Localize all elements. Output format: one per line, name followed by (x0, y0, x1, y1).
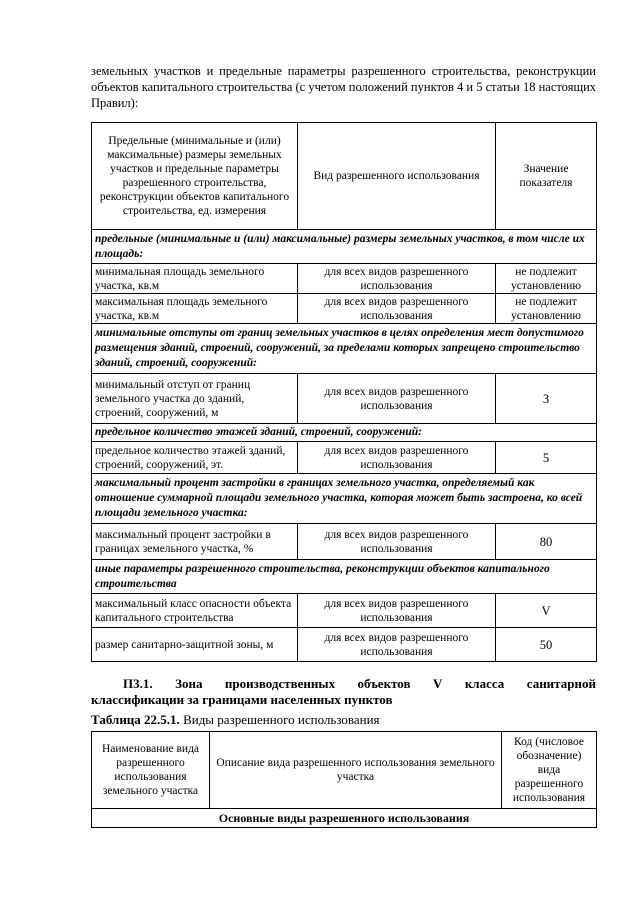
section-row (92, 424, 597, 442)
param-value: не подлежит установлению (496, 264, 597, 294)
section-title: минимальные отступы от границ земельных участков в целях определения мест допустимого размещения зданий, строений, сооружений, за пределами которых запрещено строительство зданий, строений, сооружений: (92, 324, 597, 374)
heading-number: П3.1. (123, 676, 153, 691)
heading-word: класса (464, 676, 505, 691)
section-title: предельные (минимальные и (или) максимальные) размеры земельных участков, в том числе их площадь: (92, 230, 597, 264)
heading-word: V (432, 676, 443, 691)
section-title: иные параметры разрешенного строительства, реконструкции объектов капитального строительства (92, 560, 597, 594)
section-row (92, 474, 597, 524)
caption-label: Таблица 22.5.1. (91, 712, 180, 727)
param-use: для всех видов разрешенного использования (298, 264, 496, 294)
table-row (92, 442, 597, 474)
section-row (92, 230, 597, 264)
header-cell-use: Вид разрешенного использования (298, 123, 496, 230)
param-name: минимальный отступ от границ земельного участка до зданий, строений, сооружений, м (92, 374, 298, 424)
section-heading (91, 676, 596, 708)
param-value: V (496, 594, 597, 628)
section-row (92, 324, 597, 374)
param-name: предельное количество этажей зданий, строений, сооружений, эт. (92, 442, 298, 474)
heading-word: Зона (175, 676, 203, 691)
param-name: максимальная площадь земельного участка, кв.м (92, 294, 298, 324)
param-value: не подлежит установлению (496, 294, 597, 324)
param-name: максимальный процент застройки в границах земельного участка, % (92, 524, 298, 560)
permitted-uses-table (91, 731, 597, 828)
header-cell-name: Наименование вида разрешенного использования земельного участка (92, 732, 210, 809)
heading-line-2: классификации за границами населенных пунктов (91, 692, 393, 707)
table-row (92, 374, 597, 424)
header-cell-code: Код (числовое обозначение) вида разрешенного использования (502, 732, 597, 809)
heading-word: санитарной (526, 676, 596, 691)
table-caption (91, 712, 596, 728)
section-row (92, 809, 597, 828)
table-row (92, 628, 597, 662)
table-row (92, 294, 597, 324)
param-name: максимальный класс опасности объекта капитального строительства (92, 594, 298, 628)
section-title: Основные виды разрешенного использования (92, 809, 597, 828)
param-name: минимальная площадь земельного участка, кв.м (92, 264, 298, 294)
heading-word: объектов (357, 676, 411, 691)
param-name: размер санитарно-защитной зоны, м (92, 628, 298, 662)
param-value: 5 (496, 442, 597, 474)
table-row (92, 524, 597, 560)
intro-paragraph: земельных участков и предельные параметры разрешенного строительства, реконструкции объектов капитального строительства (с учетом положений пунктов 4 и 5 статьи 18 настоящих Правил): (91, 64, 597, 110)
section-title: максимальный процент застройки в границах земельного участка, определяемый как отношение суммарной площади земельного участка, которая может быть застроена, ко всей площади земельного участка: (92, 474, 597, 524)
table-row (92, 264, 597, 294)
header-cell-value: Значение показателя (496, 123, 597, 230)
caption-text: Виды разрешенного использования (179, 712, 380, 727)
header-cell-description: Описание вида разрешенного использования земельного участка (210, 732, 502, 809)
param-use: для всех видов разрешенного использования (298, 594, 496, 628)
param-use: для всех видов разрешенного использования (298, 294, 496, 324)
header-cell-parameter: Предельные (минимальные и (или) максимальные) размеры земельных участков и предельные параметры разрешенного строительства, реконструкции объектов капитального строительства, ед. измерения (92, 123, 298, 230)
table-header-row (92, 732, 597, 809)
param-use: для всех видов разрешенного использования (298, 374, 496, 424)
param-value: 80 (496, 524, 597, 560)
param-value: 3 (496, 374, 597, 424)
section-row (92, 560, 597, 594)
table-row (92, 594, 597, 628)
heading-line-1 (91, 676, 596, 692)
heading-word: производственных (224, 676, 336, 691)
param-value: 50 (496, 628, 597, 662)
section-title: предельное количество этажей зданий, строений, сооружений: (92, 424, 597, 442)
table-header-row (92, 123, 597, 230)
param-use: для всех видов разрешенного использования (298, 628, 496, 662)
param-use: для всех видов разрешенного использования (298, 442, 496, 474)
param-use: для всех видов разрешенного использования (298, 524, 496, 560)
parameters-table (91, 122, 597, 662)
